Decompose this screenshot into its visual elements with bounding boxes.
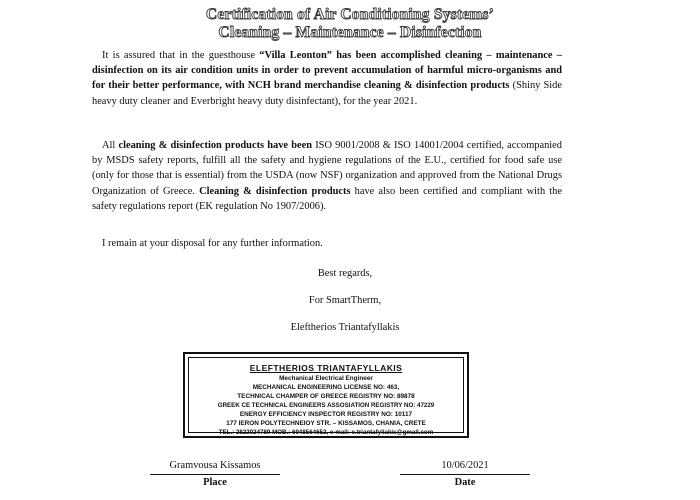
stamp-license: MECHANICAL ENGINEERING LICENSE NO: 463, <box>252 384 400 391</box>
paragraph-cert-bold2: Cleaning & disinfection products <box>199 185 351 197</box>
document-title-line1: Certification of Air Conditioning Systems’ <box>206 6 494 23</box>
paragraph-certifications <box>92 138 562 214</box>
date-value: 10/06/2021 <box>400 460 530 475</box>
paragraph-cert-start: All <box>102 140 119 151</box>
stamp-contact: TEL.: 2822024789 MOB.: 6948564652, e-mail: e.triantafyllakis@gmail.com <box>218 429 434 436</box>
paragraph-cert-bold1: cleaning & disinfection products have been <box>118 140 313 151</box>
closing-company: For SmartTherm, <box>308 295 382 306</box>
paragraph-assurance-rest: (Shiny Side heavy duty cleaner and Everbright heavy duty disinfectant), for the year 2021. <box>92 80 562 107</box>
stamp-name: ELEFTHERIOS TRIANTAFYLLAKIS <box>249 363 403 373</box>
paragraph-assurance-intro: It is assured that in the guesthouse <box>102 50 255 61</box>
date-label: Date <box>454 477 476 488</box>
paragraph-cert-end: have also been certified and compliant with the safety regulations report (EK regulation No 1907/2006). <box>92 185 562 212</box>
stamp-association: GREEK CE TECHNICAL ENGINEERS ASSOSIATION REGISTRY NO: 47229 <box>217 402 435 409</box>
place-value: Gramvousa Kissamos <box>150 460 280 475</box>
paragraph-disposal: I remain at your disposal for any further information. <box>102 238 323 249</box>
document-title-line2: Cleaning – Maintenance – Disinfection <box>218 24 482 41</box>
paragraph-cert-mid: ISO 9001/2008 & ISO 14001/2004 certified, accompanied by MSDS safety reports, fulfill all the safety and hygiene regulations of the E.U., certified for food safe use (only for those that is essential) from the USDA (now NSF) organization and approved from the National Drugs Organization of Greece. <box>92 140 562 197</box>
closing-regards: Best regards, <box>317 268 373 279</box>
closing-signer: Eleftherios Triantafyllakis <box>290 322 400 333</box>
stamp-energy: ENERGY EFFICIENCY INSPECTOR REGISTRY NO: 10117 <box>239 411 413 418</box>
place-label: Place <box>203 477 227 488</box>
stamp-address: 177 IERON POLYTECHNEIOY STR. – KISSAMOS, CHANIA, CRETE <box>226 420 426 427</box>
stamp-title: Mechanical Electrical Engineer <box>279 375 373 382</box>
stamp-inner-border <box>188 357 464 436</box>
paragraph-assurance <box>92 48 562 109</box>
paragraph-assurance-bold: “Villa Leonton” has been accomplished cleaning – maintenance – disinfection on its air condition units in order to prevent accumulation of harmful micro-organisms and for their better performance, with NCH brand merchandise cleaning & disinfection products <box>92 50 562 92</box>
stamp-chamber: TECHNICAL CHAMPER OF GREECE REGISTRY NO: 89878 <box>237 393 415 400</box>
engineer-stamp <box>183 352 469 438</box>
date-field <box>400 460 530 488</box>
place-field <box>150 460 280 488</box>
